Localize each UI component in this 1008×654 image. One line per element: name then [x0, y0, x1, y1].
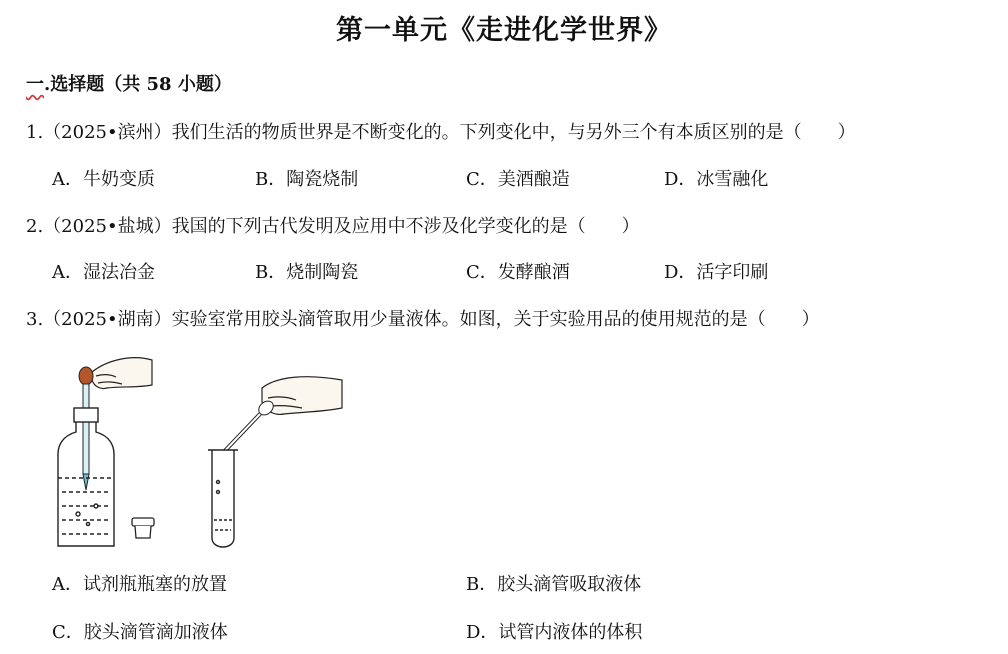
question-1-option-d: D．冰雪融化 [664, 169, 769, 190]
question-3-option-b: B．胶头滴管吸取液体 [466, 574, 642, 595]
question-2-option-b: B．烧制陶瓷 [255, 262, 359, 283]
question-1-stem: 1.（2025•滨州）我们生活的物质世界是不断变化的。下列变化中，与另外三个有本质区别的是（ ） [26, 122, 856, 143]
question-3-stem: 3.（2025•湖南）实验室常用胶头滴管取用少量液体。如图，关于实验用品的使用规范的是（ ） [26, 309, 820, 330]
question-3-option-c: C．胶头滴管滴加液体 [52, 622, 228, 643]
test-tube-icon [208, 450, 238, 547]
section-label: .选择题（共 58 小题） [44, 74, 232, 95]
question-2-stem: 2.（2025•盐城）我国的下列古代发明及应用中不涉及化学变化的是（ ） [26, 216, 640, 237]
hand-icon [262, 377, 342, 415]
section-heading [26, 70, 232, 96]
lab-equipment-figure [52, 350, 352, 555]
question-1-option-a: A．牛奶变质 [52, 169, 155, 190]
section-number: 一 [26, 74, 44, 95]
question-1-option-b: B．陶瓷烧制 [255, 169, 359, 190]
hand-icon [92, 358, 152, 389]
dropper-bulb-icon [79, 367, 93, 385]
bottle-stopper-icon [132, 518, 154, 538]
question-2-option-a: A．湿法冶金 [52, 262, 155, 283]
question-3-option-d: D．试管内液体的体积 [466, 622, 643, 643]
dropper-tube-icon [83, 384, 89, 474]
question-1-option-c: C．美酒酿造 [466, 169, 570, 190]
question-3-option-a: A．试剂瓶瓶塞的放置 [52, 574, 227, 595]
question-2-option-d: D．活字印刷 [664, 262, 769, 283]
question-2-option-c: C．发酵酿酒 [466, 262, 570, 283]
page-title: 第一单元《走进化学世界》 [336, 15, 672, 46]
